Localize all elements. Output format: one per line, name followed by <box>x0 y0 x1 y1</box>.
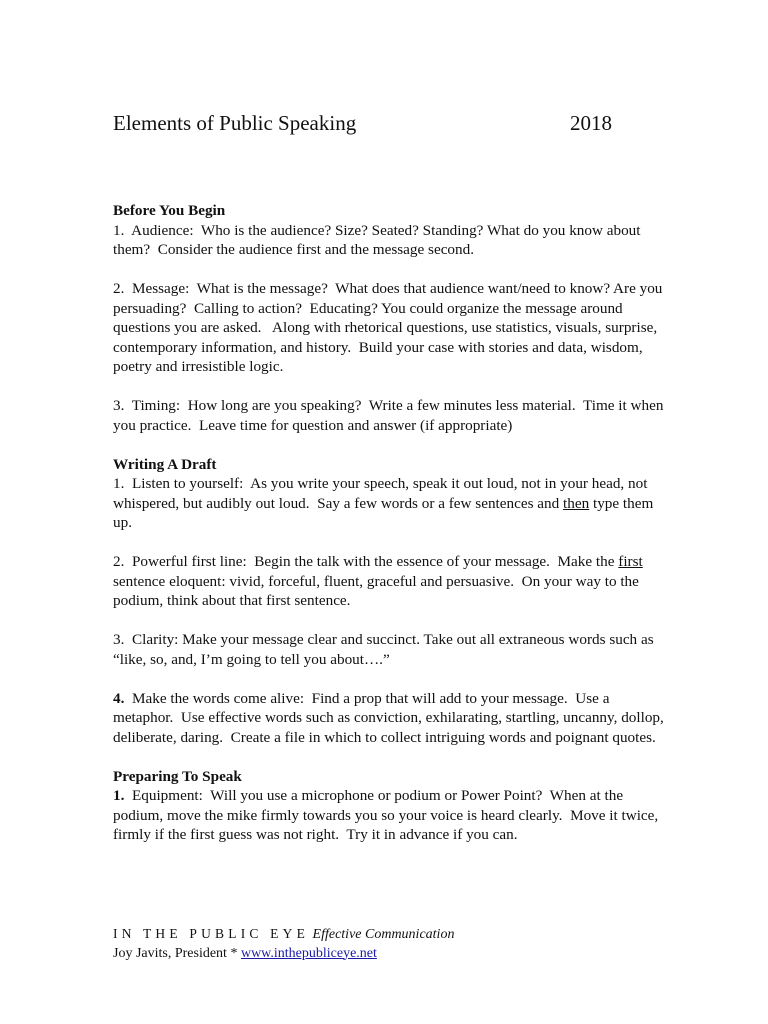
paragraph-audience <box>113 221 673 260</box>
paragraph-text: type them up. <box>113 494 658 531</box>
paragraph-text: Audience: Who is the audience? Size? Seated? Standing? What do you know about them? Consider the audience first and the message second. <box>113 221 645 258</box>
item-number: 1. <box>113 787 125 804</box>
paragraph-text: Clarity: Make your message clear and succinct. Take out all extraneous words such as “like, so, and, I’m going to tell you about….” <box>113 631 658 668</box>
item-number: 4. <box>113 689 125 707</box>
underlined-word: then <box>563 494 590 512</box>
item-number: 2. <box>113 280 125 297</box>
section-preparing-to-speak <box>113 767 673 845</box>
section-heading: Before You Begin <box>113 202 226 219</box>
section-heading: Writing A Draft <box>113 455 217 473</box>
page-footer <box>113 925 673 963</box>
section-before-you-begin <box>113 201 673 435</box>
item-number: 3. <box>113 397 125 414</box>
item-number: 3. <box>113 631 125 648</box>
footer-byline <box>113 945 673 964</box>
paragraph-text: Timing: How long are you speaking? Write a few minutes less material. Time it when you practice. Leave time for question and answer (if appropriate) <box>113 397 668 434</box>
document-body <box>113 201 673 864</box>
document-year: 2018 <box>570 111 612 135</box>
section-heading: Preparing To Speak <box>113 767 242 785</box>
brand-tagline: Effective Communication <box>312 927 455 942</box>
paragraph-text: sentence eloquent: vivid, forceful, fluent, graceful and persuasive. On your way to the podium, think about that first sentence. <box>113 553 647 609</box>
paragraph-text: Make the words come alive: Find a prop that will add to your message. Use a metaphor. Use effective words such as conviction, exhilarating, startling, uncanny, dollop, deliberate, daring. Create a file in which to collect intriguing words and poignant quotes. <box>113 689 668 746</box>
author-byline: Joy Javits, President * <box>113 945 241 961</box>
paragraph-equipment <box>113 786 673 845</box>
paragraph-first-line <box>113 552 673 611</box>
paragraph-listen <box>113 474 673 533</box>
document-header <box>113 110 613 136</box>
paragraph-text: Powerful first line: Begin the talk with the essence of your message. Make the <box>124 553 619 570</box>
item-number: 1. <box>113 475 125 492</box>
paragraph-text: Equipment: Will you use a microphone or podium or Power Point? When at the podium, move the mike firmly towards you so your voice is heard clearly. Move it twice, firmly if the first guess was not right. Try it in advance if you can. <box>113 787 663 843</box>
underlined-word: first <box>618 553 643 570</box>
paragraph-text: Listen to yourself: As you write your speech, speak it out loud, not in your head, not whispered, but audibly out loud. Say a few words or a few sentences and <box>113 475 652 512</box>
paragraph-clarity <box>113 630 673 669</box>
document-title: Elements of Public Speaking <box>113 111 357 135</box>
footer-brand-line <box>113 925 673 945</box>
paragraph-timing <box>113 396 673 435</box>
brand-name: IN THE PUBLIC EYE <box>113 926 310 941</box>
paragraph-message <box>113 279 673 377</box>
item-number: 1. <box>113 221 125 239</box>
paragraph-text: Message: What is the message? What does that audience want/need to know? Are you persuading? Calling to action? Educating? You could organize the message around questions you are asked. Along with rhetorical questions, use statistics, visuals, surprise, contemporary information, and history. Build your case with stories and data, wisdom, poetry and irresistible logic. <box>113 280 667 375</box>
website-link[interactable]: www.inthepubliceye.net <box>240 945 377 961</box>
paragraph-words-alive <box>113 689 673 748</box>
section-writing-a-draft <box>113 455 673 748</box>
item-number: 2. <box>113 553 125 570</box>
